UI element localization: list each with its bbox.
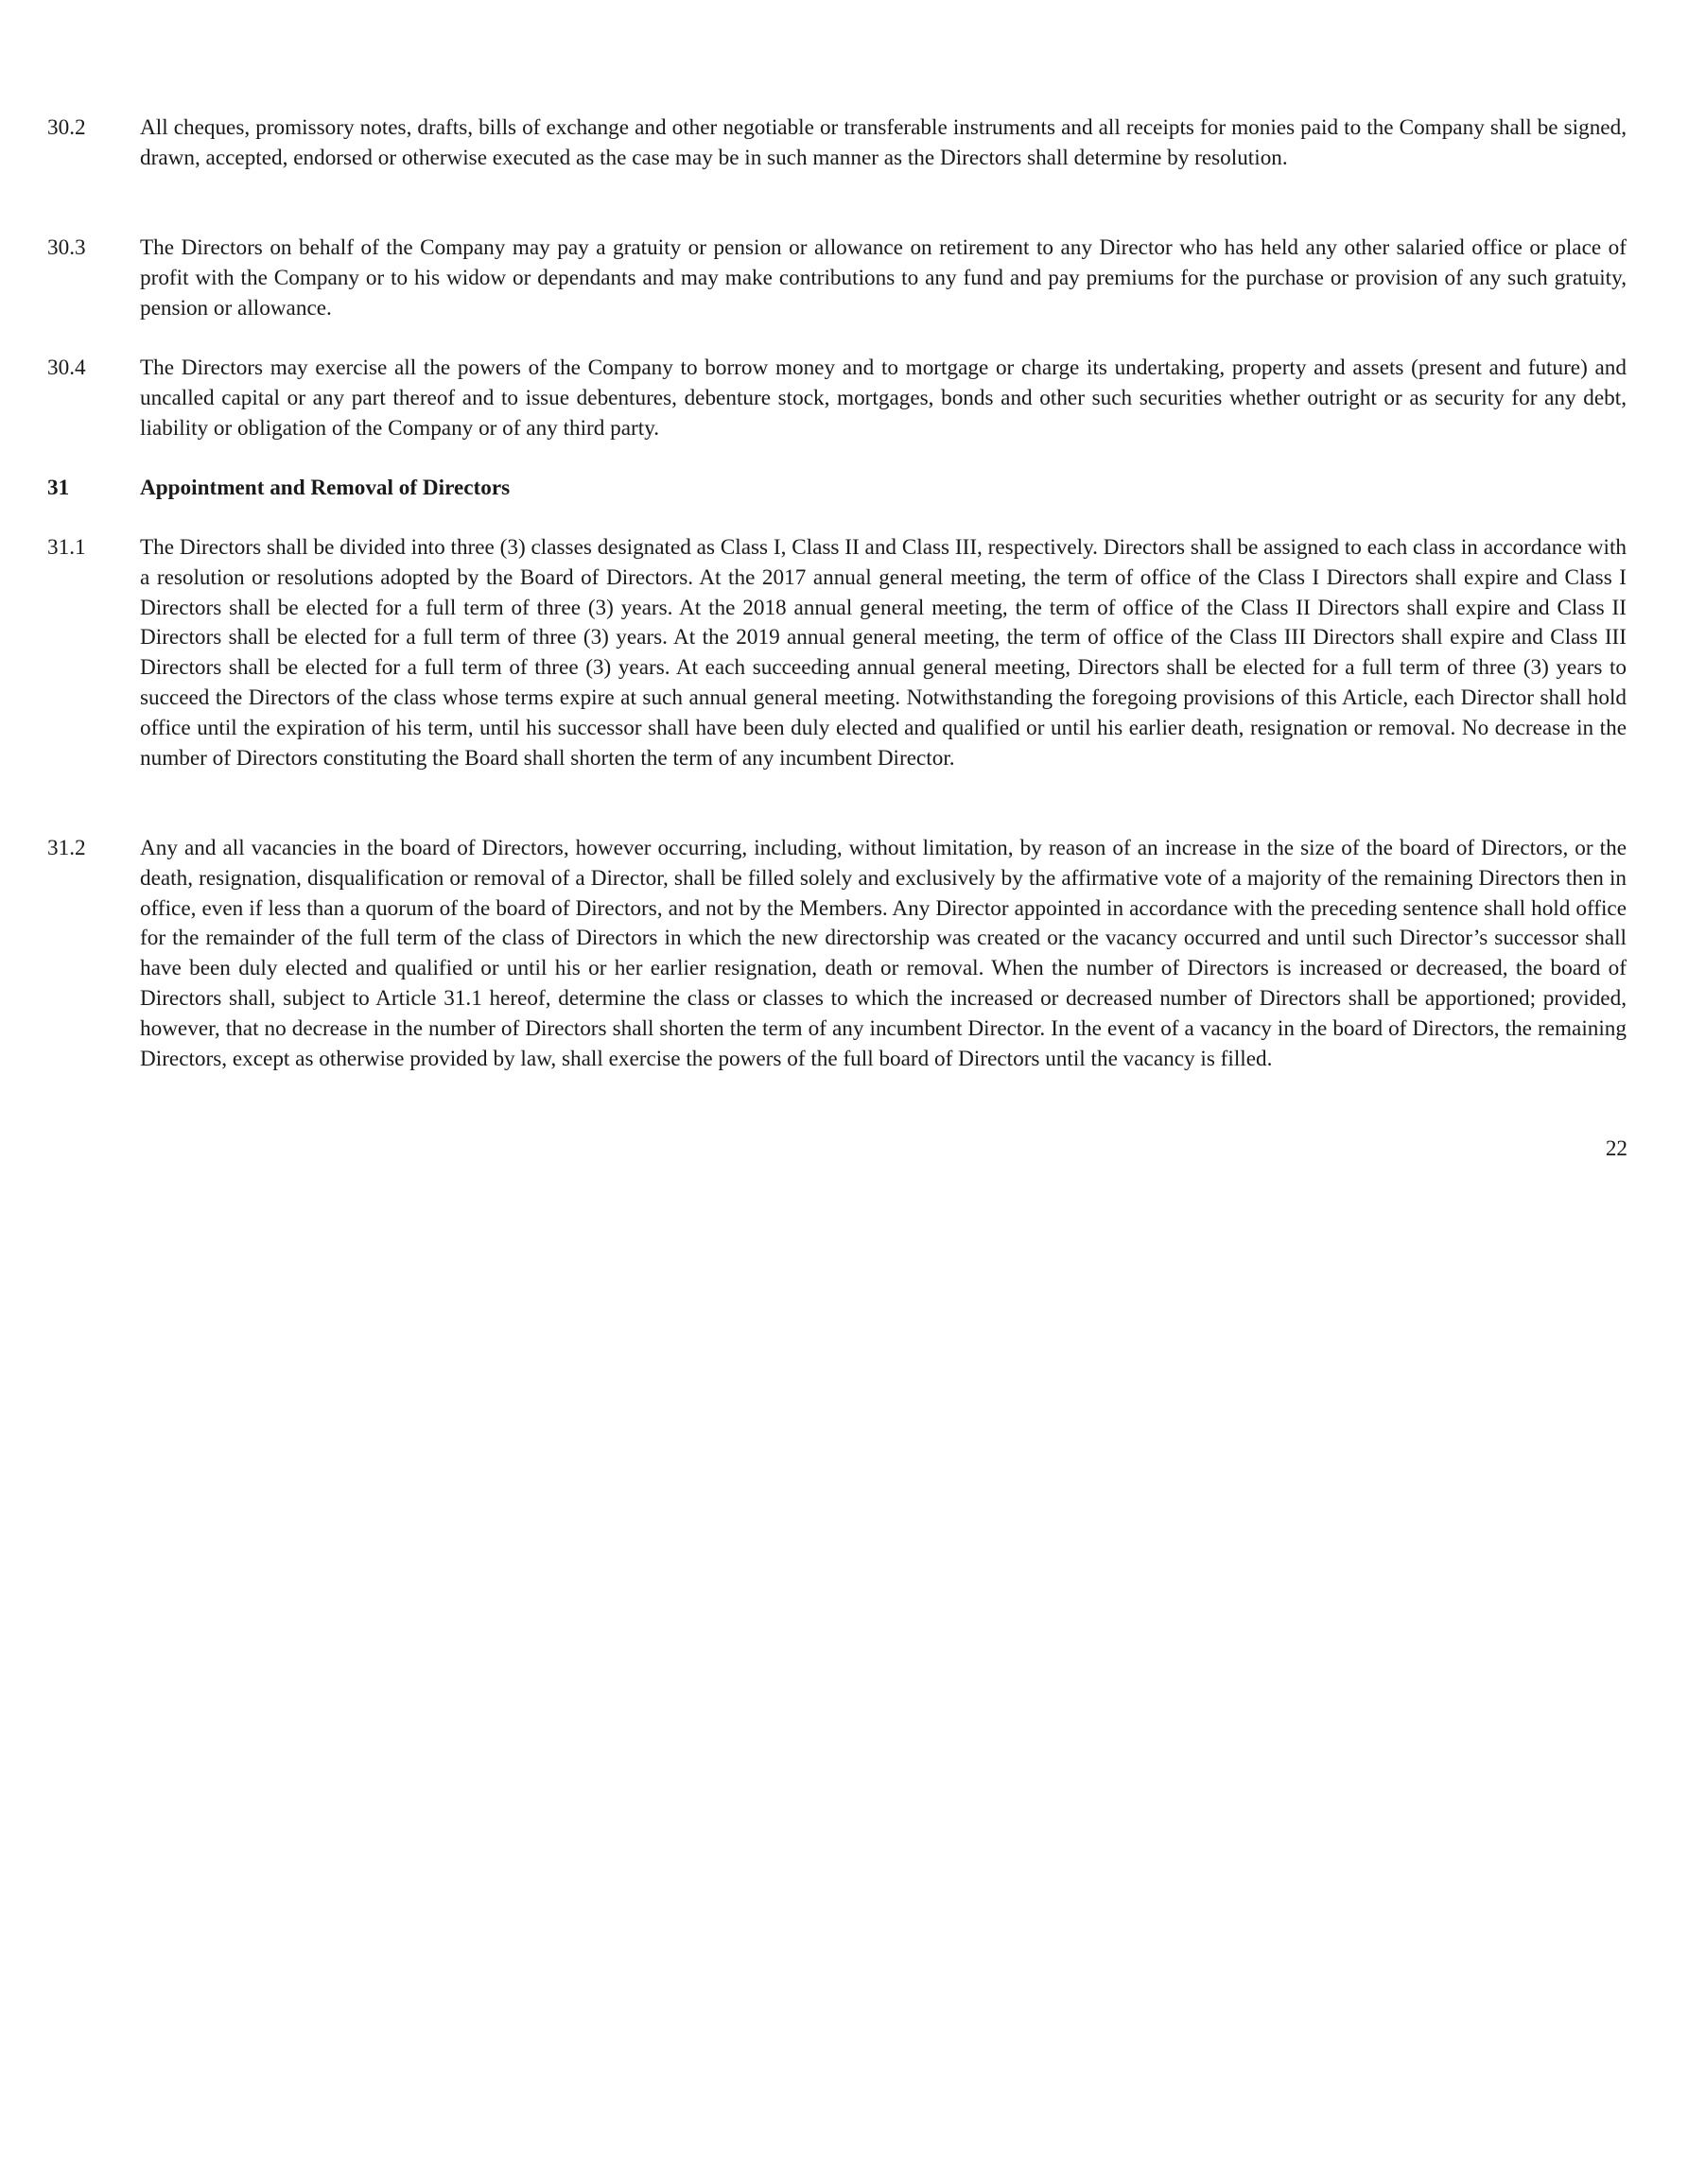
clause-30-3 [47, 234, 1627, 323]
clause-number: 31.1 [47, 535, 86, 560]
clause-text: The Directors shall be divided into three (3) classes designated as Class I, Class II and Class III, respectively. Directors shall be assigned to each class in accordance with a resolution or resolutions adopted by the Board of Directors. At the 2017 annual general meeting, the term of office of the Class I Directors shall expire and Class I Directors shall be elected for a full term of three (3) years. At the 2018 annual general meeting, the term of office of the Class II Directors shall expire and Class II Directors shall be elected for a full term of three (3) years. At the 2019 annual general meeting, the term of office of the Class III Directors shall expire and Class III Directors shall be elected for a full term of three (3) years. At each succeeding annual general meeting, Directors shall be elected for a full term of three (3) years to succeed the Directors of the class whose terms expire at such annual general meeting. Notwithstanding the foregoing provisions of this Article, each Director shall hold office until the expiration of his term, until his successor shall have been duly elected and qualified or until his earlier death, resignation or removal. No decrease in the number of Directors constituting the Board shall shorten the term of any incumbent Director. [140, 535, 1627, 771]
clause-30-4 [47, 354, 1627, 443]
section-title: Appointment and Removal of Directors [140, 476, 511, 500]
section-heading [47, 474, 1627, 504]
clause-number: 30.4 [47, 355, 86, 380]
clause-text: Any and all vacancies in the board of Directors, however occurring, including, without limitation, by reason of an increase in the size of the board of Directors, or the death, resignation, disqualification or removal of a Director, shall be filled solely and exclusively by the affirmative vote of a majority of the remaining Directors then in office, even if less than a quorum of the board of Directors, and not by the Members. Any Director appointed in accordance with the preceding sentence shall hold office for the remainder of the full term of the class of Directors in which the new directorship was created or the vacancy occurred and until such Director’s successor shall have been duly elected and qualified or until his or her earlier resignation, death or removal. When the number of Directors is increased or decreased, the board of Directors shall, subject to Article 31.1 hereof, determine the class or classes to which the increased or decreased number of Directors shall be apportioned; provided, however, that no decrease in the number of Directors shall shorten the term of any incumbent Director. In the event of a vacancy in the board of Directors, the remaining Directors, except as otherwise provided by law, shall exercise the powers of the full board of Directors until the vacancy is filled. [140, 836, 1627, 1071]
page-number: 22 [1605, 1136, 1627, 1161]
clause-text: The Directors on behalf of the Company may pay a gratuity or pension or allowance on retirement to any Director who has held any other salaried office or place of profit with the Company or to his widow or dependants and may make contributions to any fund and pay premiums for the purchase or provision of any such gratuity, pension or allowance. [140, 235, 1627, 321]
clause-30-2 [47, 113, 1627, 174]
clause-31-1 [47, 533, 1627, 773]
clause-number: 30.2 [47, 115, 86, 140]
clause-text: The Directors may exercise all the powers of the Company to borrow money and to mortgage or charge its undertaking, property and assets (present and future) and uncalled capital or any part thereof and to issue debentures, debenture stock, mortgages, bonds and other such securities whether outright or as security for any debt, liability or obligation of the Company or of any third party. [140, 355, 1627, 441]
clause-number: 30.3 [47, 235, 86, 260]
clause-31-2 [47, 834, 1627, 1074]
clause-number: 31.2 [47, 836, 86, 860]
section-number: 31 [47, 476, 70, 500]
clause-text: All cheques, promissory notes, drafts, bills of exchange and other negotiable or transferable instruments and all receipts for monies paid to the Company shall be signed, drawn, accepted, endorsed or otherwise executed as the case may be in such manner as the Directors shall determine by resolution. [140, 115, 1627, 170]
